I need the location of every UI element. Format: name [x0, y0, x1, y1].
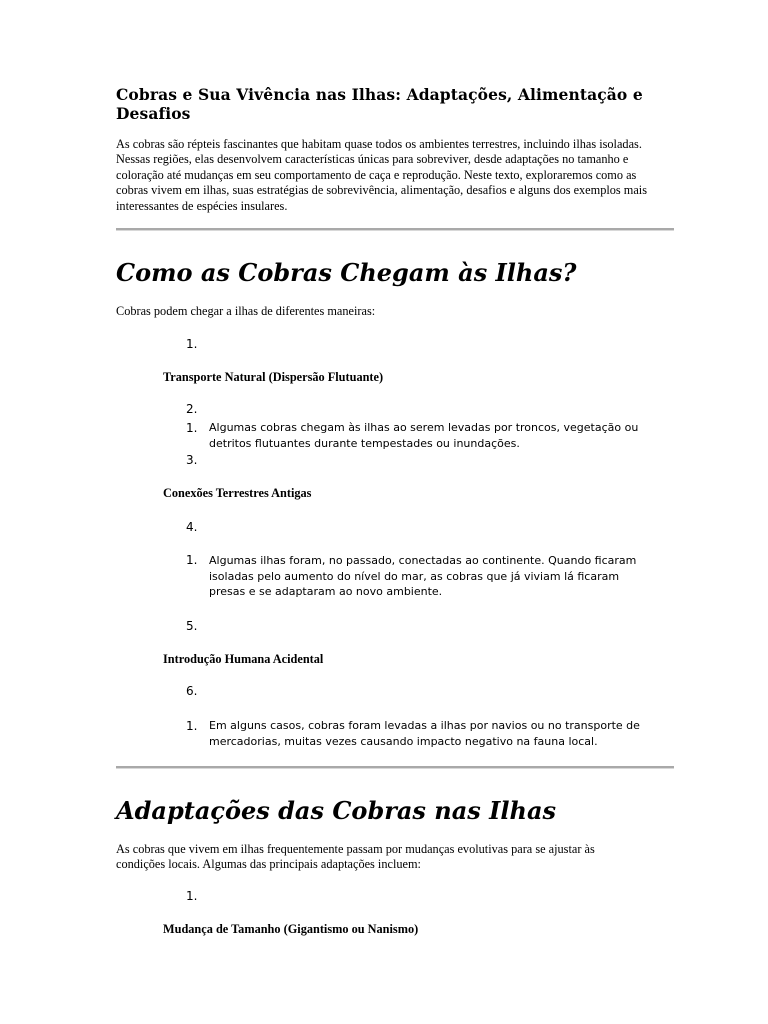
list-number: 4. [186, 520, 198, 534]
section-divider [116, 766, 674, 769]
list-item-description: Em alguns casos, cobras foram levadas a ilhas por navios ou no transporte de mercadorias, muitas vezes causando impacto negativo na fauna local. [209, 719, 640, 748]
section-divider [116, 228, 674, 231]
list-item-title: Mudança de Tamanho (Gigantismo ou Nanismo) [163, 922, 419, 936]
section-heading-adaptations: Adaptações das Cobras nas Ilhas [116, 796, 557, 825]
list-number: 1. [186, 889, 198, 903]
list-number: 6. [186, 684, 198, 698]
intro-paragraph: As cobras são répteis fascinantes que habitam quase todos os ambientes terrestres, incluindo ilhas isoladas. Nessas regiões, elas desenvolvem características únicas para sobreviver, desde adaptações no tamanho e coloração até mudanças em seu comportamento de caça e reprodução. Neste texto, exploraremos como as cobras vivem em ilhas, suas estratégias de sobrevivência, alimentação, desafios e alguns dos exemplos mais interessantes de espécies insulares. [116, 137, 647, 213]
list-item-title: Introdução Humana Acidental [163, 652, 324, 666]
list-item-description: Algumas ilhas foram, no passado, conectadas ao continente. Quando ficaram isoladas pelo aumento do nível do mar, as cobras que já viviam lá ficaram presas e se adaptaram ao novo ambiente. [209, 554, 637, 598]
document-title: Cobras e Sua Vivência nas Ilhas: Adaptações, Alimentação e Desafios [116, 85, 643, 123]
list-item-description: Algumas cobras chegam às ilhas ao serem levadas por troncos, vegetação ou detritos flutuantes durante tempestades ou inundações. [209, 421, 639, 450]
list-item-title: Transporte Natural (Dispersão Flutuante) [163, 370, 384, 384]
list-number: 1. [186, 337, 198, 351]
section-lead: Cobras podem chegar a ilhas de diferentes maneiras: [116, 304, 376, 318]
list-number: 5. [186, 619, 198, 633]
list-item-title: Conexões Terrestres Antigas [163, 486, 312, 500]
section-lead: As cobras que vivem em ilhas frequentemente passam por mudanças evolutivas para se ajustar às condições locais. Algumas das principais adaptações incluem: [116, 842, 595, 872]
list-number: 2. [186, 402, 198, 416]
list-number: 3. [186, 453, 198, 467]
list-number: 1. [186, 719, 198, 733]
list-number: 1. [186, 553, 198, 567]
section-heading-arrival: Como as Cobras Chegam às Ilhas? [116, 258, 577, 287]
list-number: 1. [186, 421, 198, 435]
